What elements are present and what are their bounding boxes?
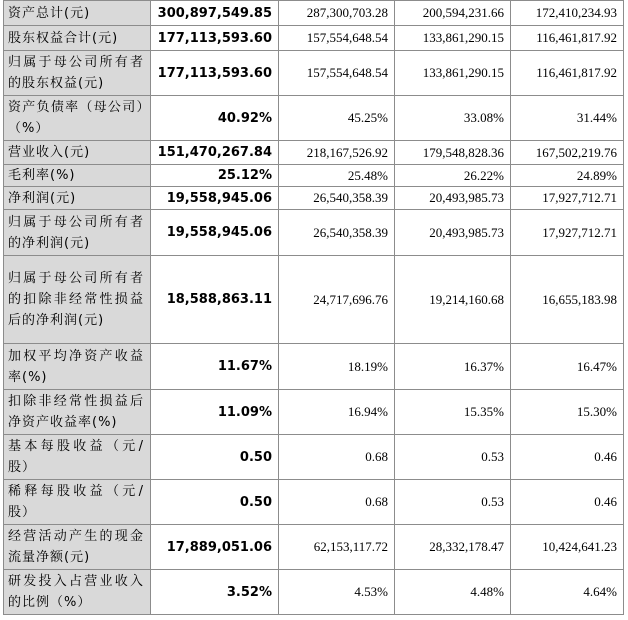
period-value: 26,540,358.39 [279,210,395,256]
current-period-value: 18,588,863.11 [151,256,279,344]
table-row [4,480,624,525]
table-row [4,256,624,344]
period-value: 25.48% [279,165,395,187]
period-value: 0.68 [279,435,395,480]
period-value: 24,717,696.76 [279,256,395,344]
period-value: 45.25% [279,96,395,141]
table-row [4,26,624,51]
current-period-value: 0.50 [151,480,279,525]
period-value: 4.48% [395,570,511,615]
period-value: 31.44% [511,96,624,141]
period-value: 20,493,985.73 [395,187,511,210]
period-value: 0.46 [511,480,624,525]
period-value: 200,594,231.66 [395,1,511,26]
row-label: 归属于母公司所有者的净利润(元) [4,210,151,256]
period-value: 17,927,712.71 [511,187,624,210]
row-label: 资产总计(元) [4,1,151,26]
row-label: 归属于母公司所有者的股东权益(元) [4,51,151,96]
period-value: 33.08% [395,96,511,141]
row-label: 扣除非经常性损益后净资产收益率(%) [4,390,151,435]
current-period-value: 177,113,593.60 [151,26,279,51]
period-value: 28,332,178.47 [395,525,511,570]
table-row [4,187,624,210]
row-label: 股东权益合计(元) [4,26,151,51]
period-value: 18.19% [279,344,395,390]
period-value: 172,410,234.93 [511,1,624,26]
period-value: 179,548,828.36 [395,141,511,165]
period-value: 16.37% [395,344,511,390]
current-period-value: 151,470,267.84 [151,141,279,165]
period-value: 287,300,703.28 [279,1,395,26]
period-value: 167,502,219.76 [511,141,624,165]
row-label: 基本每股收益（元/股） [4,435,151,480]
period-value: 62,153,117.72 [279,525,395,570]
period-value: 116,461,817.92 [511,26,624,51]
table-row [4,390,624,435]
table-row [4,435,624,480]
financial-summary-table [3,0,624,615]
period-value: 15.35% [395,390,511,435]
period-value: 10,424,641.23 [511,525,624,570]
period-value: 16.47% [511,344,624,390]
row-label: 加权平均净资产收益率(%) [4,344,151,390]
period-value: 16,655,183.98 [511,256,624,344]
current-period-value: 11.67% [151,344,279,390]
current-period-value: 19,558,945.06 [151,210,279,256]
row-label: 营业收入(元) [4,141,151,165]
table-row [4,344,624,390]
row-label: 稀释每股收益（元/股） [4,480,151,525]
row-label: 毛利率(%) [4,165,151,187]
period-value: 17,927,712.71 [511,210,624,256]
row-label: 归属于母公司所有者的扣除非经常性损益后的净利润(元) [4,256,151,344]
period-value: 218,167,526.92 [279,141,395,165]
table-row [4,141,624,165]
period-value: 157,554,648.54 [279,51,395,96]
period-value: 26.22% [395,165,511,187]
period-value: 133,861,290.15 [395,26,511,51]
table-row [4,165,624,187]
row-label: 资产负债率（母公司）（%） [4,96,151,141]
row-label: 经营活动产生的现金流量净额(元) [4,525,151,570]
period-value: 24.89% [511,165,624,187]
period-value: 16.94% [279,390,395,435]
period-value: 4.64% [511,570,624,615]
row-label: 研发投入占营业收入的比例（%） [4,570,151,615]
current-period-value: 177,113,593.60 [151,51,279,96]
table-row [4,210,624,256]
period-value: 0.53 [395,480,511,525]
period-value: 4.53% [279,570,395,615]
table-row [4,570,624,615]
period-value: 116,461,817.92 [511,51,624,96]
current-period-value: 25.12% [151,165,279,187]
period-value: 157,554,648.54 [279,26,395,51]
current-period-value: 19,558,945.06 [151,187,279,210]
period-value: 0.68 [279,480,395,525]
period-value: 133,861,290.15 [395,51,511,96]
row-label: 净利润(元) [4,187,151,210]
table-row [4,96,624,141]
current-period-value: 40.92% [151,96,279,141]
period-value: 26,540,358.39 [279,187,395,210]
current-period-value: 0.50 [151,435,279,480]
table-row [4,1,624,26]
period-value: 0.53 [395,435,511,480]
current-period-value: 300,897,549.85 [151,1,279,26]
table-row [4,525,624,570]
current-period-value: 11.09% [151,390,279,435]
period-value: 20,493,985.73 [395,210,511,256]
period-value: 19,214,160.68 [395,256,511,344]
current-period-value: 3.52% [151,570,279,615]
period-value: 15.30% [511,390,624,435]
current-period-value: 17,889,051.06 [151,525,279,570]
table-row [4,51,624,96]
period-value: 0.46 [511,435,624,480]
